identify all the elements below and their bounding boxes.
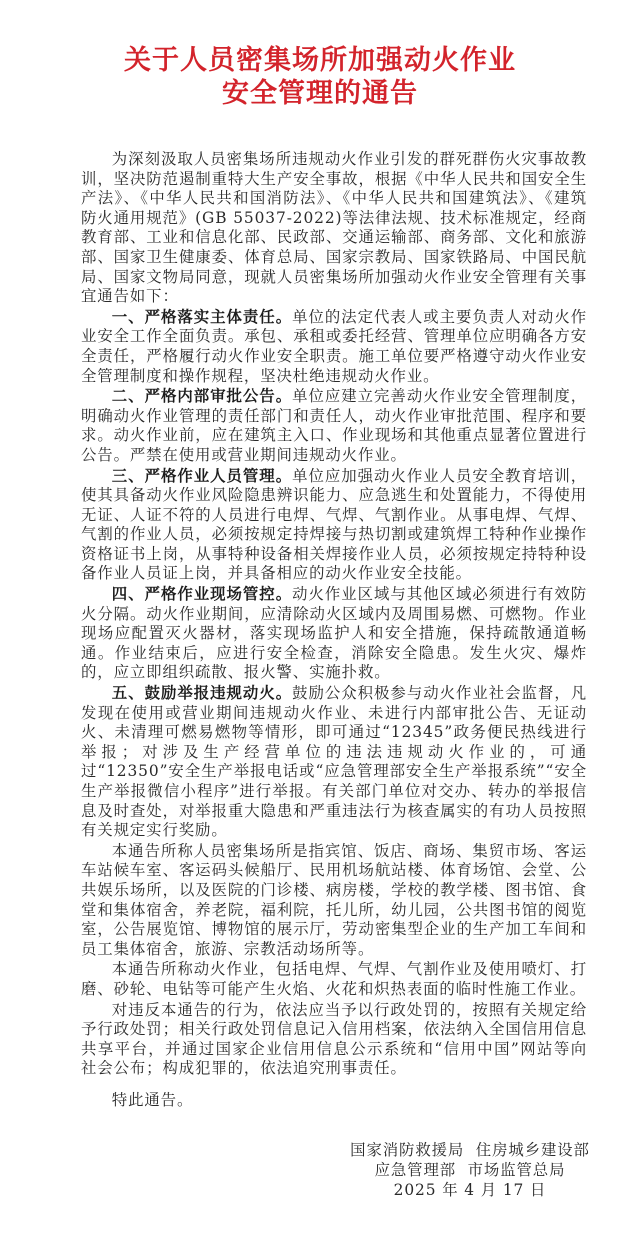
section-4 [81,585,587,683]
document-title [0,44,640,110]
title-line-1: 关于人员密集场所加强动火作业 [124,45,516,76]
section-1 [81,308,587,386]
section-text: 单位的法定代表人或主要负责人对动火作业安全工作全面负责。承包、承租或委托经营、管理单位应明确各方安全责任，严格履行动火作业安全职责。施工单位要严格遵守动火作业安全管理制度和操作规程，坚决杜绝违规动火作业。 [81,307,588,385]
section-text: 单位应加强动火作业人员安全教育培训，使其具备动火作业风险隐患辨识能力、应急逃生和处置能力，不得使用无证、人证不符的人员进行电焊、气焊、气割作业。从事电焊、气焊、气割的作业人员，必须按规定持焊接与热切割或建筑焊工特种作业操作资格证书上岗，从事特种设备相关焊接作业人员，必须按规定持特种设备作业人员证上岗，并具备相应的动火作业安全技能。 [81,466,588,583]
section-text: 鼓励公众积极参与动火作业社会监督，凡发现在使用或营业期间违规动火作业、未进行内部审批公告、无证动火、未清理可燃易燃物等情形，即可通过“12345”政务便民热线进行举报；对涉及生产经营单位的违法违规动火作业的，可通过“12350”安全生产举报电话或“应急管理部安全生产举报系统”“安全生产举报微信小程序”进行举报。有关部门单位对交办、转办的举报信息及时查处，对举报重大隐患和严重违法行为核查属实的有功人员按照有关规定实行奖励。 [81,684,588,840]
title-line-2: 安全管理的通告 [222,78,418,109]
section-heading: 一、严格落实主体责任。 [111,307,293,326]
section-heading: 三、严格作业人员管理。 [111,466,293,485]
section-2 [81,387,587,465]
section-5 [81,684,587,841]
signature-date: 2025 年 4 月 17 日 [393,1180,547,1199]
signature-agencies-1: 国家消防救援局 住房城乡建设部 [350,1140,590,1159]
signature-block [320,1140,620,1200]
definition-hot-work: 本通告所称动火作业，包括电焊、气焊、气割作业及使用喷灯、打磨、砂轮、电钻等可能产生火焰、火花和炽热表面的临时性施工作业。 [81,960,587,998]
penalty-paragraph: 对违反本通告的行为，依法应当予以行政处罚的，按照有关规定给予行政处罚；相关行政处罚信息记入信用档案，依法纳入全国信用信息共享平台，并通过国家企业信用信息公示系统和“信用中国”网站等向社会公布；构成犯罪的，依法追究刑事责任。 [81,1000,587,1078]
signature-agencies-2: 应急管理部 市场监管总局 [374,1160,566,1179]
section-heading: 二、严格内部审批公告。 [111,387,293,406]
document-body [81,150,587,1112]
definition-venues: 本通告所称人员密集场所是指宾馆、饭店、商场、集贸市场、客运车站候车室、客运码头候船厅、民用机场航站楼、体育场馆、会堂、公共娱乐场所，以及医院的门诊楼、病房楼，学校的教学楼、图书馆、食堂和集体宿舍，养老院，福利院，托儿所，幼儿园，公共图书馆的阅览室，公告展览馆、博物馆的展示厅，劳动密集型企业的生产加工车间和员工集体宿舍，旅游、宗教活动场所等。 [81,841,587,958]
section-text: 单位应建立完善动火作业安全管理制度，明确动火作业管理的责任部门和责任人，动火作业审批范围、程序和要求。动火作业前，应在建筑主入口、作业现场和其他重点显著位置进行公告。严禁在使用或营业期间违规动火作业。 [81,387,588,464]
intro-paragraph: 为深刻汲取人员密集场所违规动火作业引发的群死群伤火灾事故教训，坚决防范遏制重特大生产安全事故，根据《中华人民共和国安全生产法》、《中华人民共和国消防法》、《中华人民共和国建筑法》、《建筑防火通用规范》(GB 55037-2022)等法律法规、技术标准规定，经商教育部、工业和信息化部、民政部、交通运输部、商务部、文化和旅游部、国家卫生健康委、体育总局、国家宗教局、国家铁路局、中国民航局、国家文物局同意，现就人员密集场所加强动火作业安全管理有关事宜通告如下： [81,150,587,306]
section-text: 动火作业区域与其他区域必须进行有效防火分隔。动火作业期间，应清除动火区域内及周围易燃、可燃物。作业现场应配置灭火器材，落实现场监护人和安全措施，保持疏散通道畅通。作业结束后，应进行安全检查，消除安全隐患。发生火灾、爆炸的，应立即组织疏散、报火警、实施扑救。 [81,585,588,682]
closing-line: 特此通告。 [111,1090,194,1109]
section-3 [81,467,587,585]
section-heading: 五、鼓励举报违规动火。 [111,684,293,703]
section-heading: 四、严格作业现场管控。 [111,585,293,604]
